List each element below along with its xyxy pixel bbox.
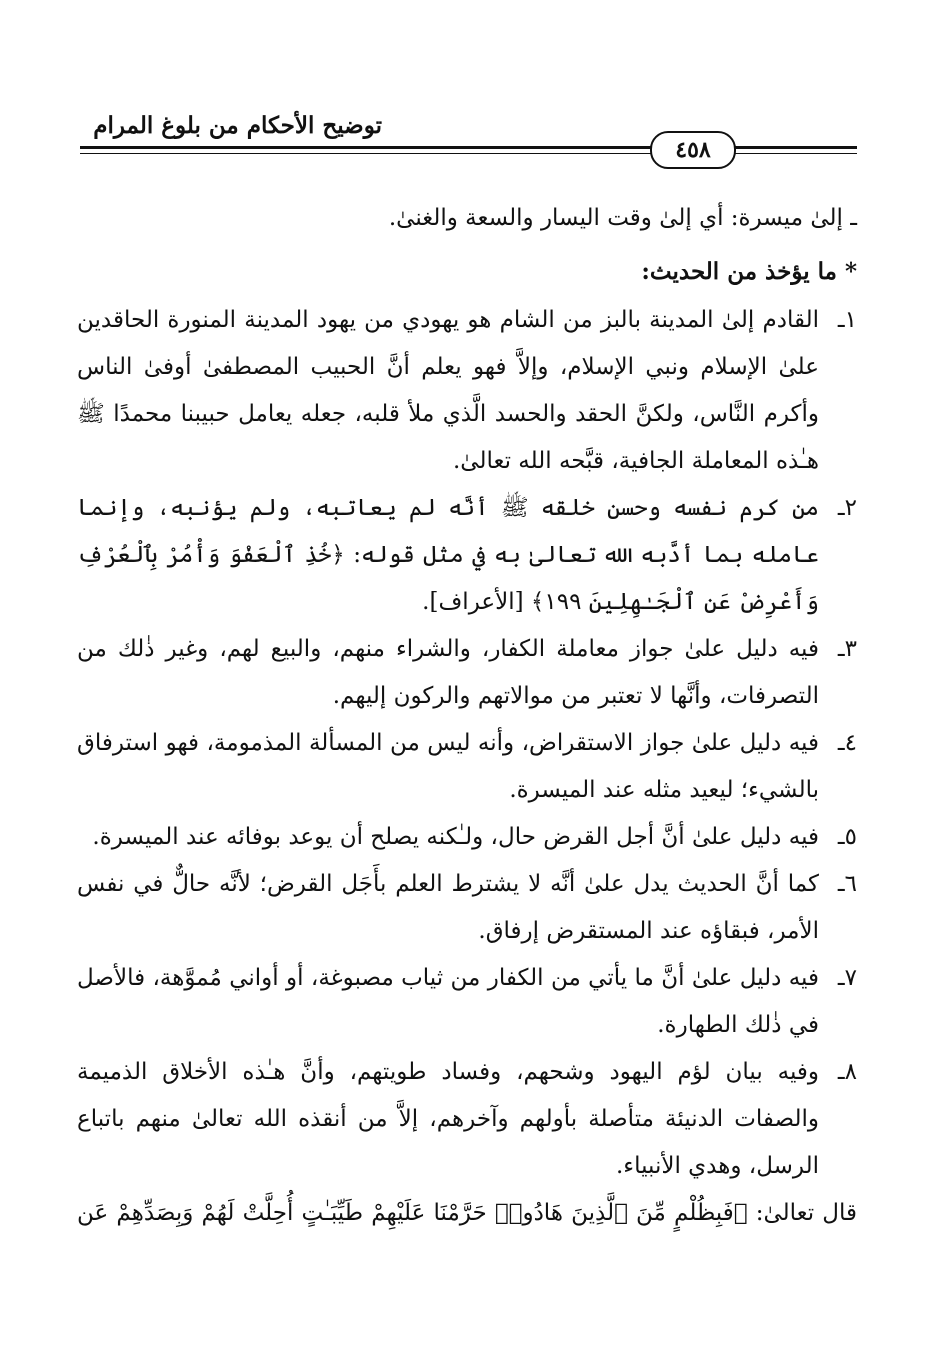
- list-item: [77, 720, 857, 814]
- page-body: [77, 195, 857, 1237]
- list-item: [77, 297, 857, 485]
- list-item: [77, 861, 857, 955]
- closing-quran-quote: قال تعالىٰ: ﴿فَبِظُلْمٍ مِّنَ ٱلَّذِينَ هَادُوا۟ حَرَّمْنَا عَلَيْهِمْ طَيِّبَـٰتٍ أُحِلَّتْ لَهُمْ وَبِصَدِّهِمْ عَن: [77, 1200, 857, 1226]
- list-item-text: فيه دليل علىٰ جواز معاملة الكفار، والشراء منهم، والبيع لهم، وغير ذٰلك من التصرفات، وأنَّها لا تعتبر من موالاتهم والركون إليهم.: [77, 636, 819, 709]
- list-item-number: ٨ـ: [837, 1059, 857, 1085]
- list-item: [77, 955, 857, 1049]
- list-item: [77, 485, 857, 626]
- list-item-number: ١ـ: [837, 307, 857, 333]
- list-item-text: كما أنَّ الحديث يدل علىٰ أنَّه لا يشترط العلم بأَجَل القرض؛ لأنَّه حالٌّ في نفس الأمر، فبقاؤه عند المستقرض إرفاق.: [77, 871, 819, 944]
- list-item-text: وفيه بيان لؤم اليهود وشحهم، وفساد طويتهم، وأنَّ هـٰذه الأخلاق الذميمة والصفات الدنيئة متأصلة بأولهم وآخرهم، إلاَّ من أنقذه الله تعالىٰ منهم باتباع الرسل، وهدي الأنبياء.: [77, 1059, 819, 1179]
- list-item: [77, 626, 857, 720]
- list-item-number: ٣ـ: [837, 636, 857, 662]
- list-item-number: ٥ـ: [837, 824, 857, 850]
- list-item-number: ٦ـ: [837, 871, 857, 897]
- header-rule-thin: [80, 153, 857, 154]
- running-header-title: توضيح الأحكام من بلوغ المرام: [93, 112, 382, 139]
- page-number-badge: ٤٥٨: [650, 131, 736, 169]
- list-item-text: فيه دليل علىٰ أنَّ أجل القرض حال، ولـٰكنه يصلح أن يوعد بوفائه عند الميسرة.: [92, 824, 819, 850]
- list-item-text: من كرم نفسه وحسن خلقه ﷺ أنَّه لم يعاتبه، ولم يؤنبه، وإنما عامله بما أدَّبه الله تعالىٰ به في مثل قوله: ﴿خُذِ ٱلْعَفْوَ وَأْمُرْ بِٱلْعُرْفِ وَأَعْرِضْ عَنِ ٱلْجَـٰهِلِينَ ١٩٩﴾ [الأعراف].: [77, 495, 819, 615]
- list-item-text: فيه دليل علىٰ جواز الاستقراض، وأنه ليس من المسألة المذمومة، فهو استرفاق بالشيء؛ ليعيد مثله عند الميسرة.: [77, 730, 819, 803]
- list-item-number: ٢ـ: [837, 495, 857, 521]
- list-item: [77, 814, 857, 861]
- intro-line: ـ إلىٰ ميسرة: أي إلىٰ وقت اليسار والسعة والغنىٰ.: [388, 205, 857, 231]
- list-item-text: فيه دليل علىٰ أنَّ ما يأتي من الكفار من ثياب مصبوغة، أو أواني مُموَّهة، فالأصل في ذٰلك الطهارة.: [77, 965, 819, 1038]
- list-item-text: القادم إلىٰ المدينة بالبز من الشام هو يهودي من يهود المدينة المنورة الحاقدين علىٰ الإسلام ونبي الإسلام، وإلاَّ فهو يعلم أنَّ الحبيب المصطفىٰ أوفىٰ الناس وأكرم النَّاس، ولكنَّ الحقد والحسد الَّذي ملأ قلبه، جعله يعامل حبيبنا محمدًا ﷺ هـٰذه المعاملة الجافية، قبَّحه الله تعالىٰ.: [77, 307, 819, 474]
- list-item-number: ٧ـ: [837, 965, 857, 991]
- section-heading: * ما يؤخذ من الحديث:: [641, 258, 857, 285]
- list-item: [77, 1049, 857, 1190]
- header-rule-thick: [80, 146, 857, 149]
- list-item-number: ٤ـ: [837, 730, 857, 756]
